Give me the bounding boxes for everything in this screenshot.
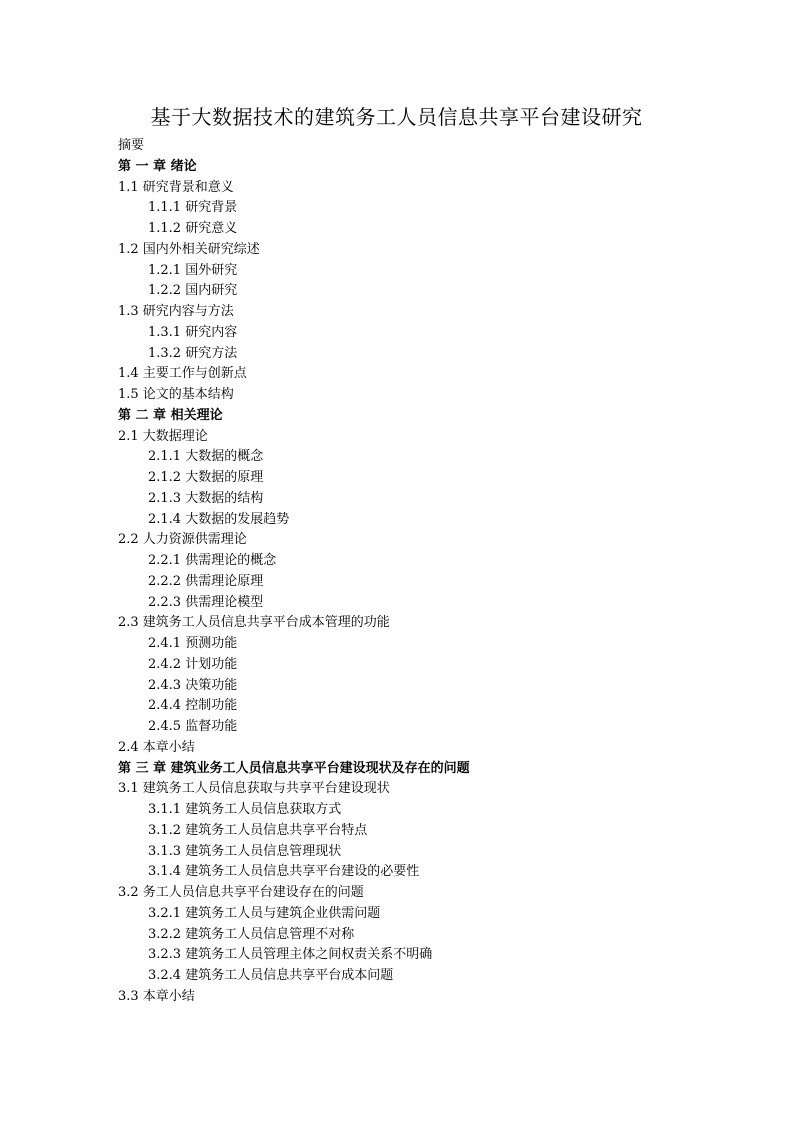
document-title: 基于大数据技术的建筑务工人员信息共享平台建设研究: [150, 105, 643, 129]
toc-entry: 3.2 务工人员信息共享平台建设存在的问题: [118, 885, 364, 900]
toc-chapter-heading: 第 二 章 相关理论: [118, 407, 223, 423]
toc-entry: 2.2 人力资源供需理论: [118, 532, 247, 548]
toc-entry: 2.4.1 预测功能: [148, 636, 238, 651]
toc-entry: 1.1 研究背景和意义: [118, 179, 234, 195]
toc-entry: 2.3 建筑务工人员信息共享平台成本管理的功能: [118, 615, 390, 631]
toc-entry: 3.2.4 建筑务工人员信息共享平台成本问题: [148, 968, 394, 983]
toc-entry: 2.1.4 大数据的发展趋势: [148, 511, 290, 527]
toc-entry: 2.2.1 供需理论的概念: [148, 553, 277, 568]
toc-entry: 3.1.1 建筑务工人员信息获取方式: [148, 802, 342, 817]
toc-entry: 3.3 本章小结: [118, 988, 195, 1004]
toc-entry: 1.1.2 研究意义: [148, 221, 238, 236]
toc-entry: 1.2 国内外相关研究综述: [118, 241, 260, 257]
toc-entry: 2.4.4 控制功能: [148, 698, 238, 714]
toc-entry: 2.4.5 监督功能: [148, 719, 238, 734]
toc-entry: 1.5 论文的基本结构: [118, 387, 234, 402]
toc-entry: 3.2.2 建筑务工人员信息管理不对称: [148, 926, 355, 942]
toc-entry: 2.1.1 大数据的概念: [148, 449, 264, 465]
toc-entry: 2.2.2 供需理论原理: [148, 573, 264, 589]
toc-entry: 2.2.3 供需理论模型: [148, 594, 264, 610]
toc-entry: 1.3.2 研究方法: [148, 345, 238, 361]
toc-entry: 3.1.2 建筑务工人员信息共享平台特点: [148, 822, 368, 838]
toc-entry: 2.4.2 计划功能: [148, 656, 238, 672]
toc-entry: 3.1 建筑务工人员信息获取与共享平台建设现状: [118, 781, 390, 797]
toc-entry: 2.4 本章小结: [118, 739, 195, 755]
toc-entry: 2.1.3 大数据的结构: [148, 490, 264, 506]
toc-entry: 1.1.1 研究背景: [148, 200, 238, 216]
toc-entry: 3.2.3 建筑务工人员管理主体之间权责关系不明确: [148, 947, 433, 963]
toc-entry: 2.4.3 决策功能: [148, 677, 238, 693]
toc-entry: 2.1 大数据理论: [118, 428, 208, 444]
toc-chapter-heading: 第 一 章 绪论: [118, 158, 197, 174]
toc-entry: 3.1.3 建筑务工人员信息管理现状: [148, 843, 342, 859]
toc-entry: 1.2.1 国外研究: [148, 262, 238, 278]
toc-entry: 3.2.1 建筑务工人员与建筑企业供需问题: [148, 905, 381, 921]
toc-entry: 2.1.2 大数据的原理: [148, 470, 264, 485]
toc-chapter-heading: 第 三 章 建筑业务工人员信息共享平台建设现状及存在的问题: [118, 760, 470, 776]
toc-entry: 摘要: [118, 138, 145, 153]
toc-entry: 1.3.1 研究内容: [148, 324, 238, 340]
toc-entry: 1.3 研究内容与方法: [118, 304, 234, 319]
toc-entry: 1.2.2 国内研究: [148, 283, 238, 299]
toc-entry: 3.1.4 建筑务工人员信息共享平台建设的必要性: [148, 864, 420, 880]
table-of-contents: [118, 136, 738, 1008]
toc-entry: 1.4 主要工作与创新点: [118, 366, 247, 382]
